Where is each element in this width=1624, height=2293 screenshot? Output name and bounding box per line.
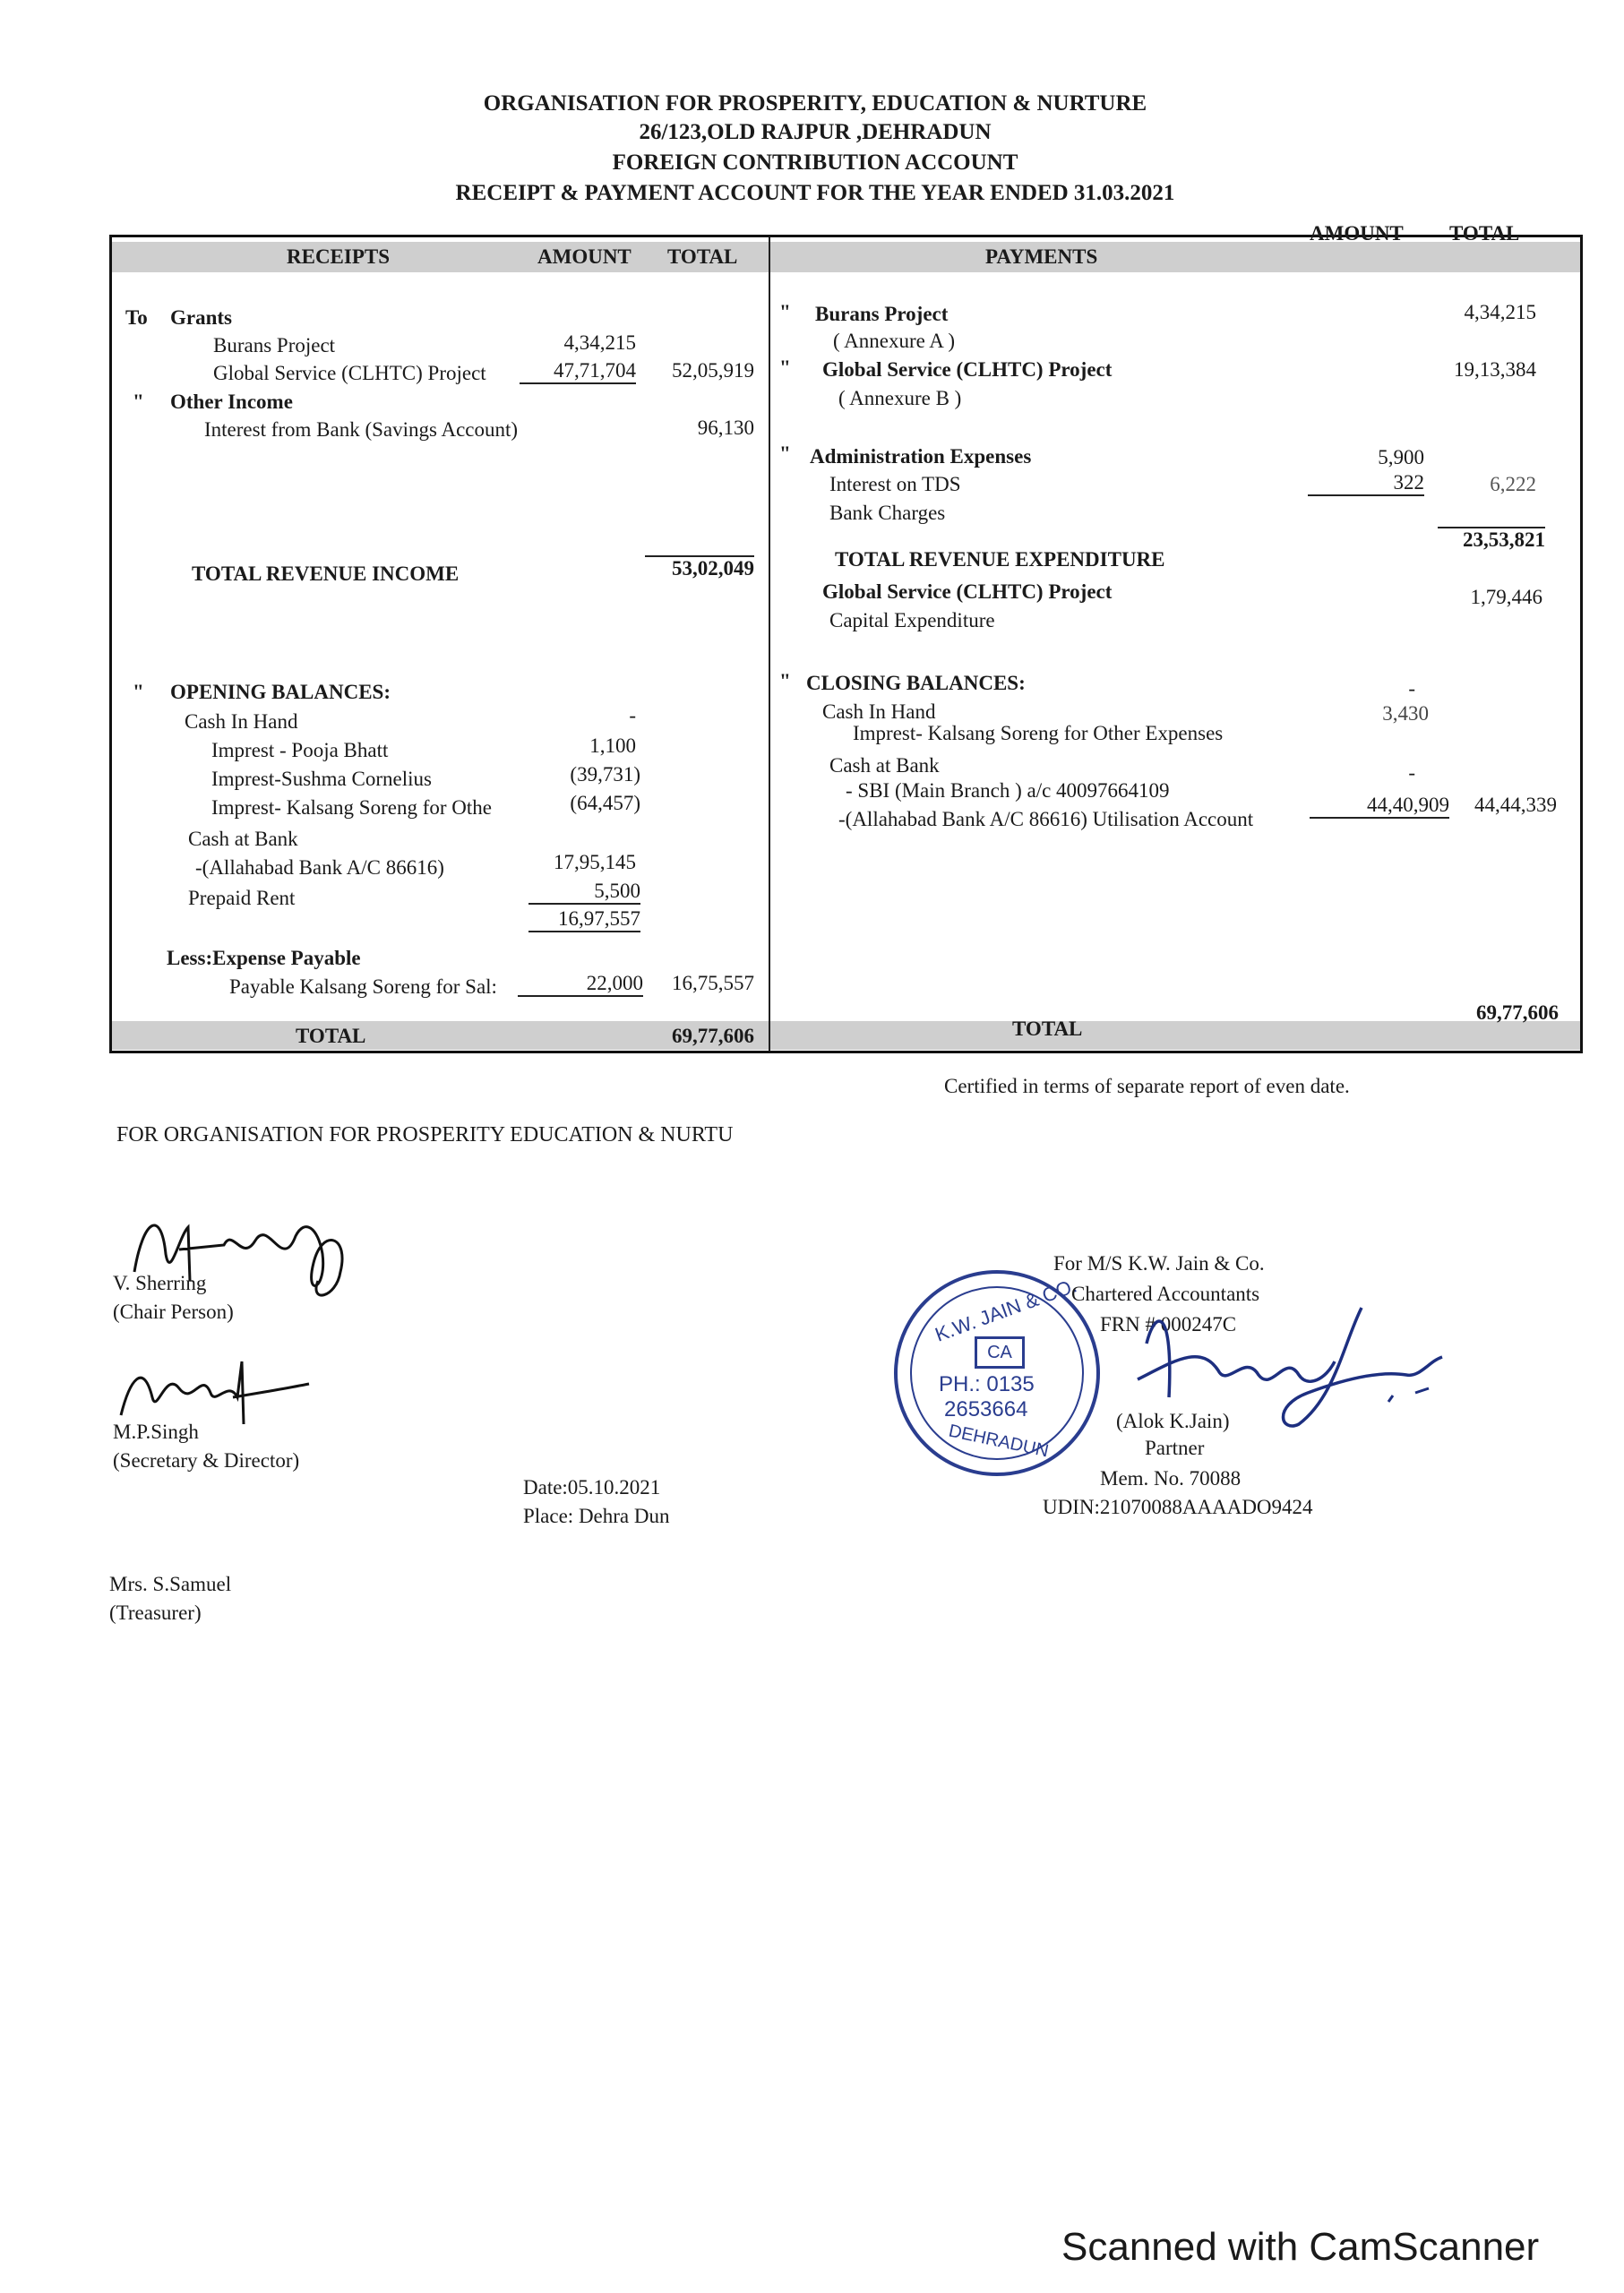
payments-grand-total: 69,77,606 xyxy=(1476,1001,1559,1024)
imprest-kalsang-label: Imprest- Kalsang Soreng for Othe xyxy=(211,796,492,819)
ditto-mark: " xyxy=(779,442,791,465)
interest-tds-label: Interest on TDS xyxy=(829,473,961,495)
revenue-exp-total: 23,53,821 xyxy=(1438,527,1545,552)
singh-signature xyxy=(107,1344,322,1433)
cash-bank-dash: - xyxy=(1408,761,1415,784)
global-capital-value: 1,79,446 xyxy=(1470,586,1542,608)
total-revenue-income-label: TOTAL REVENUE INCOME xyxy=(192,563,460,585)
stamp-phone-2: 2653664 xyxy=(944,1397,1028,1421)
bank-charges-label: Bank Charges xyxy=(829,502,946,524)
total-revenue-income-value: 53,02,049 xyxy=(645,555,754,580)
other-income-label: Other Income xyxy=(170,391,293,413)
opening-subtotal: 16,97,557 xyxy=(528,907,640,932)
auditor-role: Partner xyxy=(1145,1437,1205,1459)
global-service-label: Global Service (CLHTC) Project xyxy=(213,362,486,384)
global-amount: 47,71,704 xyxy=(520,359,636,384)
prepaid-rent-label: Prepaid Rent xyxy=(188,887,296,909)
admin-expenses-label: Administration Expenses xyxy=(810,445,1032,468)
singh-role: (Secretary & Director) xyxy=(113,1449,300,1472)
sherring-name: V. Sherring xyxy=(113,1272,207,1294)
total-revenue-expenditure-label: TOTAL REVENUE EXPENDITURE xyxy=(835,548,1165,571)
receipts-total-label: TOTAL xyxy=(296,1025,366,1047)
auditor-firm: For M/S K.W. Jain & Co. xyxy=(1053,1252,1265,1275)
ditto-mark: " xyxy=(133,681,144,703)
opening-balances-label: OPENING BALANCES: xyxy=(170,681,391,703)
samuel-name: Mrs. S.Samuel xyxy=(109,1573,232,1595)
burans-amount: 4,34,215 xyxy=(563,331,636,354)
certification-note: Certified in terms of separate report of even date. xyxy=(944,1075,1350,1097)
cash-at-bank-label: Cash at Bank xyxy=(188,828,298,850)
receipts-grand-total: 69,77,606 xyxy=(672,1025,754,1047)
allahabad-value: 17,95,145 xyxy=(554,851,636,873)
admin-total: 6,222 xyxy=(1490,473,1536,495)
burans-pay-total: 4,34,215 xyxy=(1464,301,1536,323)
admin-amount: 5,900 xyxy=(1378,446,1424,468)
less-expense-label: Less:Expense Payable xyxy=(167,947,361,969)
for-organisation: FOR ORGANISATION FOR PROSPERITY EDUCATION & NURTU xyxy=(116,1123,734,1146)
statement-title: RECEIPT & PAYMENT ACCOUNT FOR THE YEAR ENDED 31.03.2021 xyxy=(455,181,1175,205)
interest-bank-label: Interest from Bank (Savings Account) xyxy=(204,418,519,441)
allahabad-label: -(Allahabad Bank A/C 86616) xyxy=(195,856,444,879)
camscanner-watermark: Scanned with CamScanner xyxy=(1061,2225,1540,2269)
imprest-kalsang-value: (64,457) xyxy=(570,792,640,814)
grants-label: Grants xyxy=(170,306,232,329)
closing-balances-label: CLOSING BALANCES: xyxy=(806,672,1026,694)
auditor-udin: UDIN:21070088AAAADO9424 xyxy=(1043,1496,1313,1518)
global-capital-label: Global Service (CLHTC) Project xyxy=(822,580,1113,603)
closing-imprest-kalsang-value: 3,430 xyxy=(1382,702,1429,725)
cash-in-hand-value: - xyxy=(629,704,636,726)
account-name: FOREIGN CONTRIBUTION ACCOUNT xyxy=(612,150,1018,175)
auditor-type: Chartered Accountants xyxy=(1071,1283,1260,1305)
payable-value: 22,000 xyxy=(518,972,643,997)
payments-total-label: TOTAL xyxy=(1012,1018,1083,1040)
amount-header-right: AMOUNT xyxy=(1310,222,1404,245)
interest-tds-value: 322 xyxy=(1308,471,1424,496)
amount-header-left: AMOUNT xyxy=(537,245,632,268)
closing-imprest-kalsang-label: Imprest- Kalsang Soreng for Other Expenses xyxy=(853,722,1224,744)
ditto-mark: " xyxy=(779,670,791,692)
auditor-signature xyxy=(1120,1290,1460,1433)
ditto-mark: " xyxy=(133,391,144,413)
receipts-header: RECEIPTS xyxy=(287,245,391,268)
payments-header: PAYMENTS xyxy=(985,245,1098,268)
imprest-pooja-label: Imprest - Pooja Bhatt xyxy=(211,739,389,761)
ditto-mark: " xyxy=(779,356,791,379)
closing-dash: - xyxy=(1408,677,1415,700)
closing-cash-at-bank-label: Cash at Bank xyxy=(829,754,940,777)
opening-total: 16,75,557 xyxy=(672,972,754,994)
auditor-stamp xyxy=(894,1270,1100,1476)
singh-name: M.P.Singh xyxy=(113,1421,199,1443)
annexure-a: ( Annexure A ) xyxy=(833,330,956,352)
auditor-mem: Mem. No. 70088 xyxy=(1100,1467,1242,1490)
sbi-label: - SBI (Main Branch ) a/c 40097664109 xyxy=(846,779,1170,802)
payable-kalsang-label: Payable Kalsang Soreng for Sal: xyxy=(229,975,497,998)
burans-project-label: Burans Project xyxy=(213,334,336,356)
ditto-mark: " xyxy=(779,301,791,323)
place: Place: Dehra Dun xyxy=(523,1505,670,1527)
interest-total: 96,130 xyxy=(697,417,754,439)
capital-expenditure-label: Capital Expenditure xyxy=(829,609,995,631)
global-service-pay-label: Global Service (CLHTC) Project xyxy=(822,358,1113,381)
stamp-ca-logo: CA xyxy=(975,1336,1025,1369)
burans-project-pay-label: Burans Project xyxy=(815,303,949,325)
samuel-role: (Treasurer) xyxy=(109,1602,202,1624)
grants-total: 52,05,919 xyxy=(672,359,754,382)
global-pay-total: 19,13,384 xyxy=(1454,358,1536,381)
prepaid-rent-value: 5,500 xyxy=(528,880,640,905)
stamp-top-text: K.W. JAIN & CO. xyxy=(932,1274,1080,1346)
cash-in-hand-label: Cash In Hand xyxy=(185,710,298,733)
to-label: To xyxy=(125,306,148,329)
stamp-bottom-text: DEHRADUN xyxy=(947,1421,1051,1462)
imprest-pooja-value: 1,100 xyxy=(589,734,636,757)
date: Date:05.10.2021 xyxy=(523,1476,661,1499)
stamp-phone-1: PH.: 0135 xyxy=(939,1372,1035,1396)
imprest-sushma-value: (39,731) xyxy=(570,763,640,786)
closing-total: 44,44,339 xyxy=(1474,794,1557,816)
auditor-frn: FRN # 000247C xyxy=(1100,1313,1237,1335)
total-header-right: TOTAL xyxy=(1449,222,1520,245)
annexure-b: ( Annexure B ) xyxy=(838,387,962,409)
sherring-role: (Chair Person) xyxy=(113,1301,234,1323)
allahabad-util-label: -(Allahabad Bank A/C 86616) Utilisation Account xyxy=(838,808,1254,830)
org-address: 26/123,OLD RAJPUR ,DEHRADUN xyxy=(639,120,992,144)
org-name: ORGANISATION FOR PROSPERITY, EDUCATION & NURTURE xyxy=(483,91,1147,116)
closing-cash-in-hand-label: Cash In Hand xyxy=(822,700,936,723)
auditor-name: (Alok K.Jain) xyxy=(1116,1410,1230,1432)
allahabad-util-value: 44,40,909 xyxy=(1310,794,1449,819)
imprest-sushma-label: Imprest-Sushma Cornelius xyxy=(211,768,432,790)
center-divider xyxy=(769,237,770,1051)
total-header-left: TOTAL xyxy=(667,245,738,268)
